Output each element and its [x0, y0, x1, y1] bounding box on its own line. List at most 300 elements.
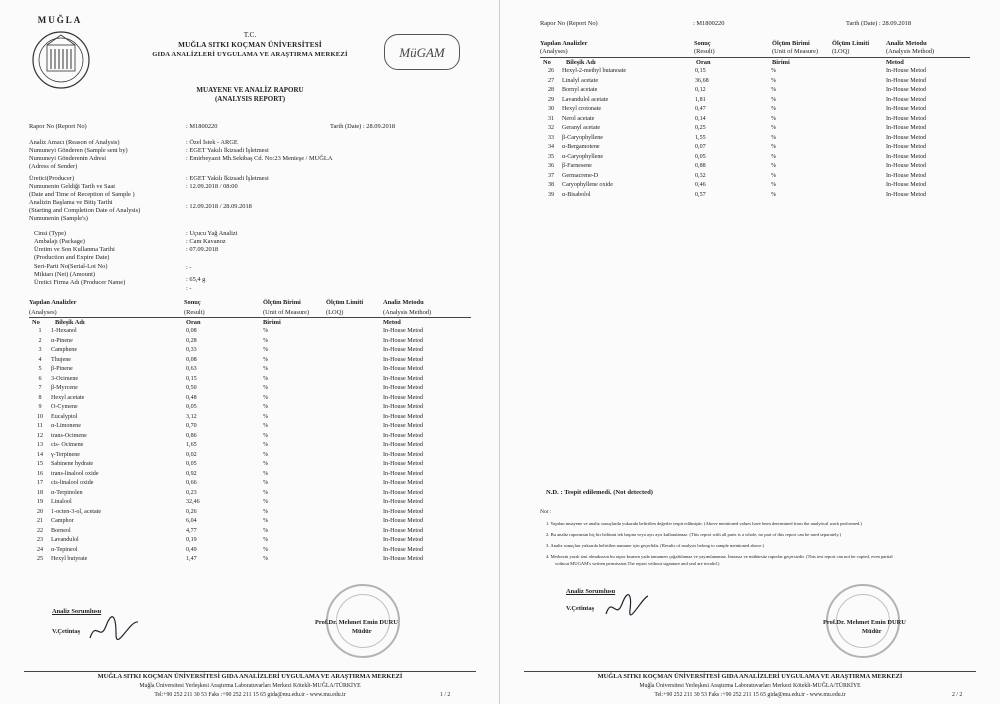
row-number: 18	[36, 489, 44, 496]
compound-name: α-Terpinolen	[51, 489, 83, 496]
footer-address: Muğla Üniversitesi Yerleşkesi Araştırma Laboratuvarları Merkezi Kötekli-MUĞLA/TÜRKİYE	[139, 683, 361, 689]
note-item: 3. Analiz sonuçları yukarıda belirtilen numune için geçerlidir. (Results of analysis belong to sample mentioned above.)	[546, 543, 765, 548]
compound-name: β-Farnesene	[562, 163, 592, 169]
result-value: 36,68	[695, 77, 709, 84]
result-value: 3,12	[186, 413, 197, 420]
footer-rule	[524, 671, 976, 672]
col-header-method-en: (Analysis Method)	[383, 309, 432, 316]
method: In-House Metod	[383, 347, 424, 353]
col-header-unit: Ölçüm Birimi	[772, 40, 810, 47]
compound-name: trans-Ocimene	[51, 432, 87, 439]
method: In-House Metod	[383, 423, 424, 429]
row-number: 34	[547, 144, 555, 150]
table-row	[29, 346, 471, 356]
method: In-House Metod	[886, 106, 927, 112]
info-value-package: : Cam Kavanoz	[186, 238, 226, 245]
compound-name: 1-octen-3-ol, acetate	[51, 508, 102, 515]
row-number: 6	[38, 375, 42, 382]
header-rule	[540, 57, 970, 58]
table-row	[540, 143, 970, 153]
table-row	[29, 327, 471, 337]
report-no-value: : M1800220	[186, 123, 218, 130]
row-number: 23	[36, 537, 44, 543]
info-value-sender: : EGET Yakılı İkizsadi İşletmesi	[186, 147, 269, 154]
method: In-House Metod	[886, 163, 927, 169]
result-value: 0,63	[186, 366, 197, 372]
report-no-value: : M1800220	[693, 20, 725, 27]
col-header-result-en: (Result)	[694, 48, 715, 55]
unit: %	[771, 106, 777, 112]
report-no-label: Rapor No (Report No)	[29, 123, 87, 130]
col-header-method-en: (Analysis Method)	[886, 48, 935, 55]
analyst-title: Analiz Sorumlusu	[566, 588, 616, 595]
compound-name: Eucalyptol	[51, 413, 78, 420]
compound-name: α-Pinene	[51, 337, 73, 344]
result-value: 0,33	[186, 347, 197, 353]
method: In-House Metod	[383, 328, 424, 334]
method: In-House Metod	[383, 518, 424, 524]
table-row	[29, 394, 471, 404]
table-row	[540, 77, 970, 87]
result-value: 0,50	[186, 385, 197, 391]
col-header-analyses-en: (Analyses)	[540, 48, 568, 55]
unit: %	[263, 385, 269, 391]
unit: %	[263, 356, 269, 363]
info-label: Üretici(Producer)	[29, 175, 75, 182]
table-row	[540, 134, 970, 144]
info-label: Numuneyi Gönderen (Sample sent by)	[29, 147, 128, 154]
info-label: Numunenin Geldiği Tarih ve Saat	[29, 183, 116, 190]
col-header-unit-en: (Unit of Measure)	[772, 48, 819, 55]
analyst-name: V.Çetintaş	[52, 628, 81, 635]
method: In-House Metod	[383, 413, 424, 420]
table-row	[540, 96, 970, 106]
compound-name: Hexyl-2-methyl butanoate	[562, 68, 627, 74]
footer-rule	[24, 671, 476, 672]
method: In-House Metod	[886, 115, 927, 122]
table-row	[540, 191, 970, 201]
info-label: (Production and Expire Date)	[34, 254, 110, 261]
row-number: 31	[547, 115, 555, 122]
compound-name: α-Bisabolol	[562, 191, 591, 198]
info-value-prod-expire: : 07.09.2018	[186, 246, 219, 253]
table-row	[540, 162, 970, 172]
footer-center-name: MUĞLA SITKI KOÇMAN ÜNİVERSİTESİ GIDA ANALİZLERİ UYGULAMA VE ARAŞTIRMA MERKEZİ	[597, 673, 903, 680]
method: In-House Metod	[886, 144, 927, 150]
report-page-2	[500, 0, 1000, 704]
result-value: 0,46	[695, 182, 706, 188]
result-value: 0,88	[695, 163, 706, 169]
compound-name: Hexyl acetate	[51, 394, 85, 401]
report-date: Tarih (Date) : 28.09.2018	[330, 123, 396, 130]
footer-address: Muğla Üniversitesi Yerleşkesi Araştırma Laboratuvarları Merkezi Kötekli-MUĞLA/TÜRKİYE	[639, 683, 861, 689]
university-seal-icon	[30, 25, 92, 91]
row-number: 14	[36, 451, 44, 458]
col-header-result: Sonuç	[184, 299, 201, 306]
results-table-page2	[540, 67, 970, 200]
method: In-House Metod	[383, 375, 424, 382]
compound-name: Camphor	[51, 518, 74, 524]
unit: %	[263, 366, 269, 372]
row-number: 2	[38, 337, 42, 344]
table-row	[29, 470, 471, 480]
col-header-unit-en: (Unit of Measure)	[263, 309, 310, 316]
table-row	[29, 546, 471, 556]
unit: %	[263, 537, 269, 543]
method: In-House Metod	[383, 546, 424, 553]
analyst-signature-icon	[602, 590, 652, 624]
compound-name: Linalyl acetate	[562, 77, 599, 84]
sub-header-method: Metod	[383, 319, 401, 326]
info-value-type: : Uçucu Yağ Analizi	[186, 230, 238, 237]
compound-name: cis- Ocimene	[51, 442, 84, 448]
unit: %	[771, 77, 777, 84]
compound-name: 3-Ocimene	[51, 375, 79, 382]
page-number: 2 / 2	[952, 692, 963, 698]
table-row	[540, 105, 970, 115]
info-value-lot: : -	[186, 264, 192, 271]
row-number: 15	[36, 461, 44, 467]
row-number: 13	[36, 442, 44, 448]
table-row	[29, 460, 471, 470]
info-label: Cinsi (Type)	[34, 230, 67, 237]
sub-header-no: No	[32, 319, 40, 326]
info-label: Numuneyi Gönderenin Adresi	[29, 155, 107, 162]
unit: %	[771, 68, 777, 74]
result-value: 0,86	[186, 432, 197, 439]
row-number: 29	[547, 96, 555, 103]
row-number: 37	[547, 172, 555, 179]
unit: %	[263, 432, 269, 439]
col-header-analyses: Yapılan Analizler	[29, 299, 77, 306]
row-number: 7	[38, 385, 42, 391]
method: In-House Metod	[383, 337, 424, 344]
compound-name: 1-Hexanol	[51, 328, 77, 334]
notes-label: Not :	[540, 509, 552, 515]
compound-name: α-Caryophyllene	[562, 153, 604, 160]
unit: %	[263, 451, 269, 458]
table-row	[540, 67, 970, 77]
method: In-House Metod	[886, 172, 927, 179]
info-value-producer: : EGET Yakılı İkizsadi İşletmesi	[186, 175, 269, 182]
info-label: (Adress of Sender)	[29, 163, 78, 170]
compound-name: α-Bergamotene	[562, 144, 600, 150]
result-value: 0,08	[186, 328, 197, 334]
info-value-received: : 12.09.2018 / 08:00	[186, 183, 238, 190]
sub-header-unit: Birimi	[772, 59, 790, 66]
sub-header-ratio: Oran	[696, 59, 711, 66]
row-number: 12	[36, 432, 44, 439]
result-value: 1,47	[186, 556, 197, 562]
result-value: 4,77	[186, 527, 197, 534]
info-value-analysis-dates: : 12.09.2018 / 28.09.2018	[186, 203, 252, 210]
report-title: MUAYENE VE ANALİZ RAPORU	[196, 86, 304, 94]
method: In-House Metod	[886, 77, 927, 84]
table-row	[540, 172, 970, 182]
unit: %	[771, 191, 777, 198]
unit: %	[263, 328, 269, 334]
sub-header-compound: Bileşik Adı	[566, 59, 596, 66]
method: In-House Metod	[383, 394, 424, 401]
method: In-House Metod	[383, 461, 424, 467]
method: In-House Metod	[383, 366, 424, 372]
sub-header-unit: Birimi	[263, 319, 281, 326]
col-header-analyses-en: (Analyses)	[29, 309, 57, 316]
table-row	[29, 489, 471, 499]
method: In-House Metod	[383, 451, 424, 458]
compound-name: Camphene	[51, 347, 78, 353]
result-value: 0,48	[186, 394, 197, 401]
info-label: (Date and Time of Reception of Sample )	[29, 191, 135, 198]
method: In-House Metod	[886, 68, 927, 74]
row-number: 9	[38, 404, 42, 410]
table-row	[29, 413, 471, 423]
method: In-House Metod	[383, 470, 424, 477]
unit: %	[263, 461, 269, 467]
info-label: Üretici Firma Adı (Producer Name)	[34, 279, 126, 286]
col-header-analyses: Yapılan Analizler	[540, 40, 588, 47]
row-number: 20	[36, 508, 44, 515]
unit: %	[771, 144, 777, 150]
unit: %	[771, 182, 777, 188]
result-value: 1,81	[695, 96, 706, 103]
method: In-House Metod	[383, 442, 424, 448]
unit: %	[263, 337, 269, 344]
result-value: 0,25	[695, 125, 706, 131]
compound-name: Germacrene-D	[562, 172, 599, 179]
brand-logo-text: MUĞLA	[37, 15, 83, 25]
compound-name: Caryophyllene oxide	[562, 182, 613, 188]
unit: %	[263, 394, 269, 401]
analyst-title: Analiz Sorumlusu	[52, 608, 102, 615]
unit: %	[771, 153, 777, 160]
result-value: 0,70	[186, 423, 197, 429]
unit: %	[771, 115, 777, 122]
method: In-House Metod	[383, 356, 424, 363]
info-label: Üretim ve Son Kullanma Tarihi	[34, 246, 115, 253]
result-value: 0,92	[186, 470, 197, 477]
row-number: 27	[547, 77, 555, 84]
unit: %	[771, 172, 777, 179]
method: In-House Metod	[383, 385, 424, 391]
row-number: 19	[36, 499, 44, 505]
col-header-method: Analiz Metodu	[383, 299, 424, 306]
compound-name: cis-linalool oxide	[51, 480, 94, 486]
table-row	[29, 441, 471, 451]
compound-name: α-Tepineol	[51, 546, 78, 553]
row-number: 16	[36, 470, 44, 477]
compound-name: O-Cymene	[51, 404, 78, 410]
method: In-House Metod	[383, 489, 424, 496]
col-header-loq: Ölçüm Limiti	[832, 40, 870, 47]
result-value: 0,26	[186, 508, 197, 515]
director-title: Müdür	[862, 628, 882, 635]
table-row	[29, 384, 471, 394]
analyst-signature-icon	[86, 612, 142, 646]
table-row	[29, 555, 471, 565]
compound-name: Lavandulol acetate	[562, 96, 609, 103]
compound-name: Borneol	[51, 527, 71, 534]
footer-contact: Tel:+90 252 211 30 53 Faks :+90 252 211 15 65 gida@mu.edu.tr - www.mu.edu.tr	[154, 692, 346, 698]
center-name: GIDA ANALİZLERİ UYGULAMA VE ARAŞTIRMA MERKEZİ	[152, 51, 348, 58]
compound-name: α-Limonene	[51, 423, 81, 429]
info-label: Analiz Amacı (Reason of Analysis)	[29, 139, 120, 146]
result-value: 0,15	[695, 68, 706, 74]
row-number: 22	[36, 527, 44, 534]
unit: %	[263, 347, 269, 353]
table-row	[29, 498, 471, 508]
method: In-House Metod	[383, 508, 424, 515]
row-number: 35	[547, 153, 555, 160]
row-number: 4	[38, 356, 42, 363]
compound-name: Linalool	[51, 499, 72, 505]
table-row	[540, 86, 970, 96]
row-number: 24	[36, 546, 44, 553]
result-value: 0,66	[186, 480, 197, 486]
info-label: Miktarı (Net) (Amount)	[34, 271, 96, 278]
table-row	[29, 479, 471, 489]
row-number: 36	[547, 163, 555, 169]
mugam-logo-text: MüGAM	[399, 45, 445, 60]
info-label: (Starting and Completion Date of Analysis)	[29, 207, 141, 214]
col-header-result-en: (Result)	[184, 309, 205, 316]
method: In-House Metod	[886, 134, 927, 141]
table-row	[29, 517, 471, 527]
info-label: Analizin Başlama ve Bitiş Tarihi	[29, 199, 113, 206]
unit: %	[263, 508, 269, 515]
result-value: 0,19	[186, 537, 197, 543]
unit: %	[263, 546, 269, 553]
method: In-House Metod	[886, 182, 927, 188]
col-header-method: Analiz Metodu	[886, 40, 927, 47]
col-header-loq-en: (LOQ)	[326, 309, 344, 316]
row-number: 5	[38, 366, 42, 372]
unit: %	[263, 499, 269, 505]
row-number: 11	[37, 423, 43, 429]
method: In-House Metod	[383, 537, 424, 543]
unit: %	[771, 163, 777, 169]
row-number: 25	[36, 556, 44, 562]
not-detected-note: N.D. : Tespit edilemedi. (Not detected)	[546, 489, 653, 496]
unit: %	[771, 134, 777, 141]
sub-header-ratio: Oran	[186, 319, 201, 326]
director-name: Prof.Dr. Mehmet Emin DURU	[823, 619, 906, 626]
unit: %	[263, 527, 269, 534]
method: In-House Metod	[383, 480, 424, 486]
unit: %	[263, 489, 269, 496]
report-no-label: Rapor No (Report No)	[540, 20, 598, 27]
compound-name: Geranyl acetate	[562, 125, 601, 131]
footer-center-name: MUĞLA SITKI KOÇMAN ÜNİVERSİTESİ GIDA ANALİZLERİ UYGULAMA VE ARAŞTIRMA MERKEZİ	[97, 673, 403, 680]
row-number: 33	[547, 134, 555, 141]
director-name: Prof.Dr. Mehmet Emin DURU	[315, 619, 398, 626]
row-number: 28	[547, 87, 555, 93]
unit: %	[771, 125, 777, 131]
row-number: 17	[36, 480, 44, 486]
header-rule	[29, 317, 471, 318]
method: In-House Metod	[383, 499, 424, 505]
table-row	[540, 153, 970, 163]
result-value: 6,04	[186, 518, 197, 524]
unit: %	[263, 480, 269, 486]
row-number: 3	[38, 347, 42, 353]
unit: %	[771, 87, 777, 93]
table-row	[540, 181, 970, 191]
result-value: 0,02	[186, 451, 197, 458]
note-item: 1. Yapılan muayene ve analiz sonuçlarda yukarıda belirtilen değerler tespit edilmiştir. (Above mentioned values have been determined from the analytical work performed.)	[546, 521, 862, 526]
result-value: 0,08	[186, 356, 197, 363]
method: In-House Metod	[886, 125, 927, 131]
row-number: 39	[547, 191, 555, 198]
result-value: 0,14	[695, 115, 706, 122]
result-value: 0,12	[695, 87, 706, 93]
unit: %	[263, 423, 269, 429]
info-value-address: : Emirbeyazıt Mh.Sekibaş Cd. No:23 Menteşe / MUĞLA	[186, 155, 333, 162]
compound-name: γ-Terpinene	[51, 451, 80, 458]
note-item: without MUGAM's written permission.The report without signature and seal are invalid.)	[555, 561, 720, 566]
table-row	[29, 375, 471, 385]
info-value-producer-name: : -	[186, 285, 192, 292]
method: In-House Metod	[383, 404, 424, 410]
table-row	[540, 124, 970, 134]
col-header-loq: Ölçüm Limiti	[326, 299, 364, 306]
sub-header-compound: Bileşik Adı	[55, 319, 85, 326]
row-number: 10	[36, 413, 44, 420]
compound-name: β-Caryophyllene	[562, 134, 604, 141]
compound-name: Bornyl acetate	[562, 87, 598, 93]
unit: %	[263, 470, 269, 477]
col-header-unit: Ölçüm Birimi	[263, 299, 301, 306]
university-name: MUĞLA SITKI KOÇMAN ÜNİVERSİTESİ	[178, 41, 322, 49]
compound-name: Hexyl crotonate	[562, 106, 602, 112]
table-row	[29, 337, 471, 347]
compound-name: β-Pinene	[51, 366, 73, 372]
results-table-page1	[29, 327, 471, 565]
table-row	[29, 422, 471, 432]
row-number: 32	[547, 125, 555, 131]
row-number: 26	[547, 68, 555, 74]
method: In-House Metod	[886, 153, 927, 160]
tc-header: T.C.	[243, 30, 257, 39]
note-item: 4. Merkezin yazılı izni olmaksızın bu rapor kısmen yada tamamen çoğaltılamaz ve yayımlanamaz. İmzasız ve mühürsüz raporlar geçersizdir. (This test report can not be copied, even partial	[546, 554, 893, 559]
row-number: 30	[547, 106, 555, 112]
compound-name: Lavandulol	[51, 537, 79, 543]
compound-name: Hexyl butyrate	[51, 556, 88, 562]
info-label: Ambalajı (Package)	[34, 238, 85, 245]
result-value: 0,05	[186, 404, 197, 410]
unit: %	[263, 556, 269, 562]
col-header-loq-en: (LOQ)	[832, 48, 850, 55]
report-date: Tarih (Date) : 28.09.2018	[846, 20, 912, 27]
result-value: 0,15	[186, 375, 197, 382]
info-label: Seri-Parti No(Serial-Lot No)	[34, 263, 108, 270]
result-value: 0,23	[186, 489, 197, 496]
row-number: 1	[38, 328, 42, 334]
result-value: 0,05	[186, 461, 197, 467]
info-label: Numunenin (Sample's)	[29, 215, 88, 222]
result-value: 0,05	[695, 153, 706, 160]
report-title-en: (ANALYSIS REPORT)	[214, 95, 286, 103]
table-row	[29, 527, 471, 537]
compound-name: β-Myrcene	[51, 385, 78, 391]
table-row	[540, 115, 970, 125]
table-row	[29, 536, 471, 546]
table-row	[29, 403, 471, 413]
compound-name: Sabinene hydrate	[51, 461, 94, 467]
result-value: 0,32	[695, 172, 706, 179]
unit: %	[771, 96, 777, 103]
row-number: 21	[36, 518, 44, 524]
